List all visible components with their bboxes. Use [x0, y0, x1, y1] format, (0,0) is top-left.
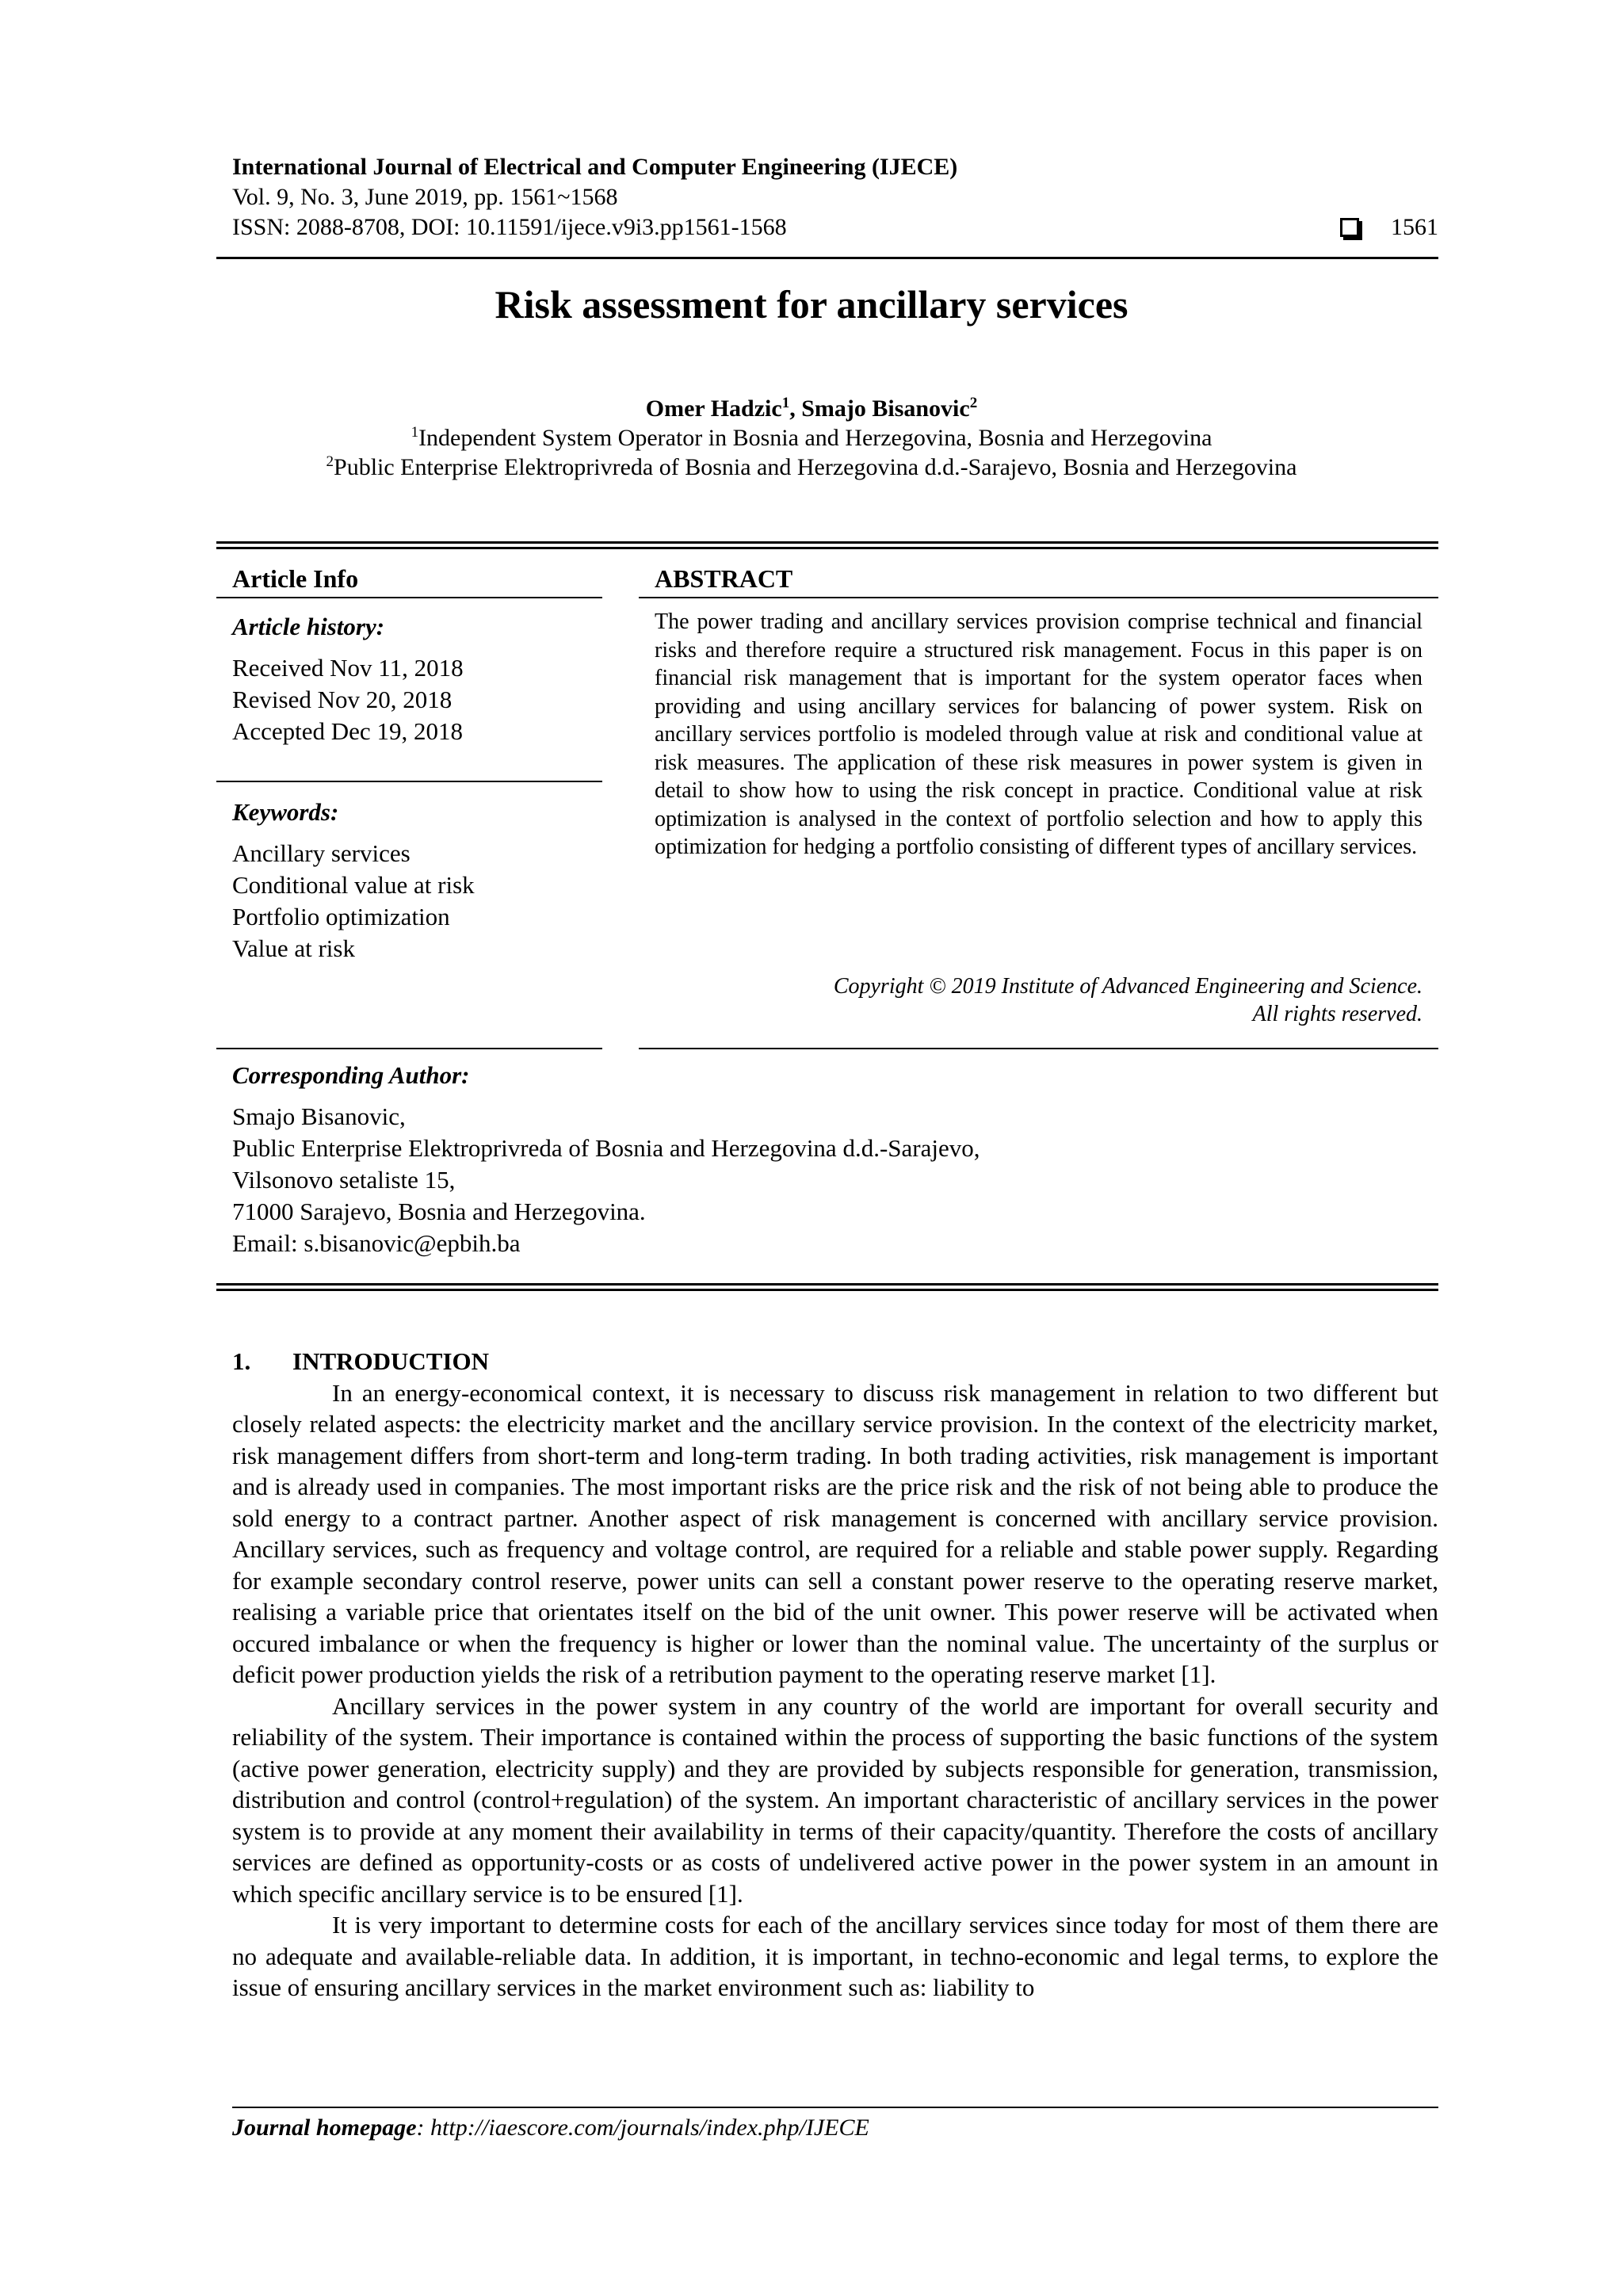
corresponding-heading: Corresponding Author: — [232, 1061, 470, 1089]
journal-name: International Journal of Electrical and Computer Engineering (IJECE) — [232, 154, 958, 180]
abstract-column — [639, 560, 1438, 1026]
author-1: Omer Hadzic — [645, 395, 782, 422]
corresponding-line: 71000 Sarajevo, Bosnia and Herzegovina. — [232, 1198, 646, 1225]
double-rule-top — [216, 541, 1438, 549]
header-rule — [216, 257, 1438, 259]
keyword: Ancillary services — [232, 839, 411, 867]
introduction-section — [232, 1346, 1438, 2004]
author-separator: , — [789, 395, 802, 422]
history-received: Received Nov 11, 2018 — [232, 654, 464, 682]
author-2: Smajo Bisanovic — [801, 395, 970, 422]
section-heading: 1. INTRODUCTION — [232, 1347, 490, 1375]
author-1-sup: 1 — [781, 395, 790, 411]
homepage-label: Journal homepage — [232, 2115, 417, 2141]
paper-title: Risk assessment for ancillary services — [495, 282, 1128, 327]
affiliation-1: $^1$Independent System Operator in Bosnia and Herzegovina, Bosnia and Herzegovina — [411, 424, 1212, 451]
keyword-list — [216, 838, 602, 965]
history-heading: Article history: — [232, 613, 385, 640]
volume-line: Vol. 9, No. 3, June 2019, pp. 1561~1568 — [232, 184, 618, 210]
double-rule-bottom — [216, 1283, 1438, 1291]
copyright-notice: Copyright © 2019 Institute of Advanced Engineering and Science. All rights reserved. — [833, 974, 1423, 1026]
corresponding-line: Smajo Bisanovic, — [232, 1102, 406, 1130]
author-2-sup: 2 — [969, 395, 978, 411]
running-header — [232, 152, 1438, 243]
keyword: Conditional value at risk — [232, 871, 475, 899]
abstract-bottom-rule — [639, 1048, 1438, 1049]
author-block — [0, 394, 1623, 482]
issn-doi: ISSN: 2088-8708, DOI: 10.11591/ijece.v9i3.pp1561-1568 — [232, 214, 787, 240]
corresponding-author — [232, 1060, 1421, 1259]
corresponding-line: Vilsonovo setaliste 15, — [232, 1166, 456, 1194]
history-list — [216, 652, 602, 747]
paragraph: Ancillary services in the power system in any country of the world are important for overall security and reliability of the system. Their importance is contained within the process of supporting the basic functions of the system (active power generation, electricity supply) and they are provided by subjects responsible for generation, transmission, distribution and control (control+regulation) of the system. An important characteristic of ancillary services in the power system is to provide at any moment their availability in terms of their capacity/quantity. Therefore the costs of ancillary services are defined as opportunity-costs or as costs of undelivered active power in the power system in an amount in which specific ancillary service is to be ensured [1]. — [232, 1691, 1438, 1908]
paragraph: It is very important to determine costs for each of the ancillary services since today for most of them there are no adequate and available-reliable data. In addition, it is important, in techno-economic and legal terms, to explore the issue of ensuring ancillary services in the market environment such as: liability to — [232, 1911, 1438, 2001]
history-accepted: Accepted Dec 19, 2018 — [232, 717, 463, 745]
keyword: Portfolio optimization — [232, 903, 450, 930]
history-revised: Revised Nov 20, 2018 — [232, 686, 453, 713]
info-bottom-rule — [216, 1048, 602, 1049]
footer-rule — [232, 2107, 1438, 2108]
journal-homepage: Journal homepage: http://iaescore.com/journals/index.php/IJECE — [232, 2115, 869, 2141]
box-icon — [1340, 218, 1359, 237]
author-names — [0, 394, 1623, 423]
info-divider — [216, 781, 602, 782]
abstract-text: The power trading and ancillary services provision comprise technical and financial risks and therefore require a structured risk management. Focus in this paper is on financial risk management that is important for the system operator faces when providing and using ancillary services for balancing of power system. Risk on ancillary services portfolio is modeled through value at risk and conditional value at risk measures. The application of these risk measures in power system is given in detail to show how to using the risk concept in practice. Conditional value at risk optimization is analysed in the context of portfolio selection and how to apply this optimization for hedging a portfolio consisting of different types of ancillary services. — [655, 609, 1423, 859]
paragraph: In an energy-economical context, it is necessary to discuss risk management in relation to two different but closely related aspects: the electricity market and the ancillary service provision. In the context of the electricity market, risk management differs from short-term and long-term trading. In both trading activities, risk management is important and is already used in companies. The most important risks are the price risk and the risk of not being able to produce the sold energy to a contract partner. Another aspect of risk management is concerned with ancillary service provision. Ancillary services, such as frequency and voltage control, are required for a reliable and stable power supply. Regarding for example secondary control reserve, power units can sell a constant power reserve to the operating reserve market, realising a variable price that orientates itself on the bid of the unit owner. This power reserve will be activated when occured imbalance or when the frequency is higher or lower than the nominal value. The uncertainty of the surplus or deficit power production yields the risk of a retribution payment to the operating reserve market [1]. — [232, 1378, 1438, 1688]
article-info-column — [216, 560, 602, 965]
keywords-heading: Keywords: — [232, 798, 339, 826]
corresponding-line: Public Enterprise Elektroprivreda of Bosnia and Herzegovina d.d.-Sarajevo, — [232, 1134, 980, 1162]
abstract-heading: ABSTRACT — [639, 560, 1438, 598]
homepage-link[interactable]: http://iaescore.com/journals/index.php/IJECE — [430, 2115, 869, 2141]
keyword: Value at risk — [232, 934, 355, 962]
page-number: 1561 — [1391, 214, 1438, 240]
corresponding-email: Email: s.bisanovic@epbih.ba — [232, 1229, 521, 1257]
affiliation-2: $^2$Public Enterprise Elektroprivreda of Bosnia and Herzegovina d.d.-Sarajevo, Bosnia and Herzegovina — [326, 453, 1297, 480]
article-info-heading: Article Info — [216, 560, 602, 598]
